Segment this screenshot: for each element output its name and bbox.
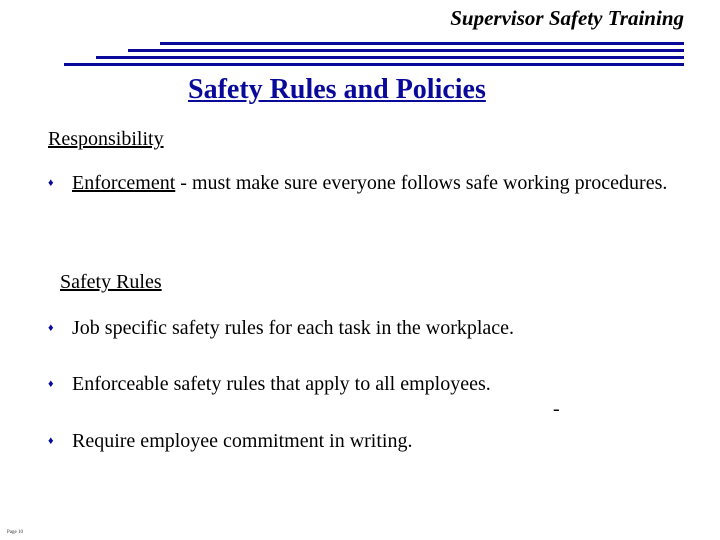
header-title: Supervisor Safety Training	[450, 6, 684, 30]
diamond-bullet-icon: ♦	[48, 177, 54, 189]
bullet-job-specific	[48, 315, 688, 342]
header-rule-4	[64, 63, 684, 66]
bullet-text	[72, 170, 688, 197]
bullet-enforceable	[48, 371, 688, 398]
section-heading-safety-rules: Safety Rules	[60, 271, 162, 293]
header-rule-2	[128, 49, 684, 52]
header-rule-3	[96, 56, 684, 59]
diamond-bullet-icon: ♦	[48, 322, 54, 334]
bullet-enforcement	[48, 170, 688, 197]
bullet-description: - must make sure everyone follows safe working procedures.	[175, 172, 668, 194]
stray-dash: -	[553, 398, 560, 420]
diamond-bullet-icon: ♦	[48, 378, 54, 390]
bullet-text: Job specific safety rules for each task in the workplace.	[72, 317, 515, 339]
bullet-term: Enforcement	[72, 172, 176, 194]
section-heading-responsibility: Responsibility	[48, 128, 164, 150]
bullet-commitment	[48, 428, 688, 455]
bullet-text: Require employee commitment in writing.	[72, 430, 413, 452]
diamond-bullet-icon: ♦	[48, 435, 54, 447]
bullet-text: Enforceable safety rules that apply to all employees.	[72, 373, 491, 395]
page-label: Page 10	[7, 530, 23, 535]
slide-title: Safety Rules and Policies	[188, 74, 486, 105]
header-rule-1	[160, 42, 684, 45]
